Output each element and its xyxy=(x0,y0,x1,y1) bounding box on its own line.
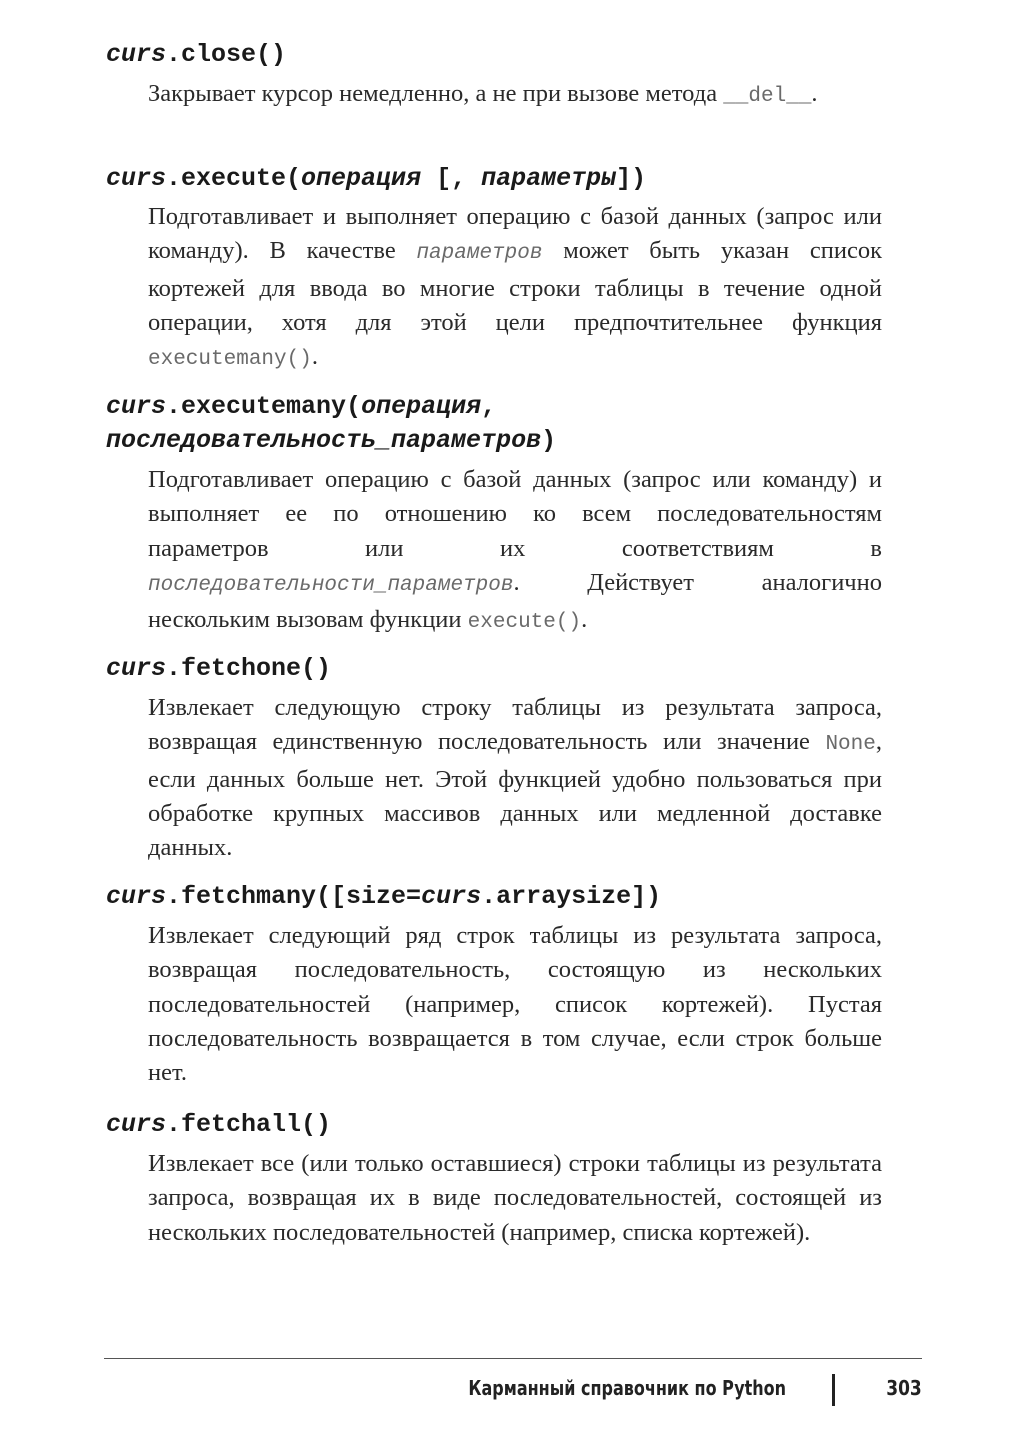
method-description: Извлекает следующую строку таблицы из результата запроса, возвращая единственную последовательность или значение None, если данных больше нет. Этой функцией удобно пользоваться при обработке крупных массивов данных или медленной доставке данных. xyxy=(148,694,882,862)
method-signature: curs.execute(операция [, параметры]) xyxy=(106,164,647,193)
footer-divider xyxy=(832,1374,835,1406)
inline-code: последовательности_параметров xyxy=(148,573,514,597)
method-signature: curs.fetchall() xyxy=(106,1110,332,1139)
inline-code: параметров xyxy=(416,242,543,266)
inline-code: None xyxy=(825,733,876,757)
method-description: Подготавливает и выполняет операцию с базой данных (запрос или команду). В качестве параметров может быть указан список кортежей для ввода во многие строки таблицы в течение одной операции, хотя для этой цели предпочтительнее функция executemany(). xyxy=(148,203,882,372)
method-description: Закрывает курсор немедленно, а не при вызове метода __del__. xyxy=(148,80,818,108)
inline-code: executemany() xyxy=(148,348,312,372)
running-footer-title: Карманный справочник по Python xyxy=(468,1376,786,1400)
footer-rule xyxy=(104,1358,922,1359)
method-signature-continued: последовательность_параметров) xyxy=(106,426,557,455)
method-signature: curs.executemany(операция, xyxy=(106,392,497,421)
method-signature: curs.fetchmany([size=curs.arraysize]) xyxy=(106,882,662,911)
page-number: 303 xyxy=(886,1376,922,1400)
method-description: Извлекает все (или только оставшиеся) строки таблицы из результата запроса, возвращая их в виде последовательностей, состоящей из нескольких последовательностей (например, списка кортежей). xyxy=(148,1150,882,1246)
method-description: Извлекает следующий ряд строк таблицы из результата запроса, возвращая последовательность, состоящую из нескольких последовательностей (например, список кортежей). Пустая последовательность возвращается в том случае, если строк больше нет. xyxy=(148,922,882,1087)
inline-code: __del__ xyxy=(723,85,812,108)
method-signature: curs.close() xyxy=(106,40,287,69)
method-signature: curs.fetchone() xyxy=(106,654,332,683)
method-description: Подготавливает операцию с базой данных (запрос или команду) и выполняет ее по отношению ко всем последовательностям параметров или их соответствиям в последовательности_параметров. Действует аналогично нескольким вызовам функции execute(). xyxy=(148,466,882,635)
inline-code: execute() xyxy=(467,611,582,635)
